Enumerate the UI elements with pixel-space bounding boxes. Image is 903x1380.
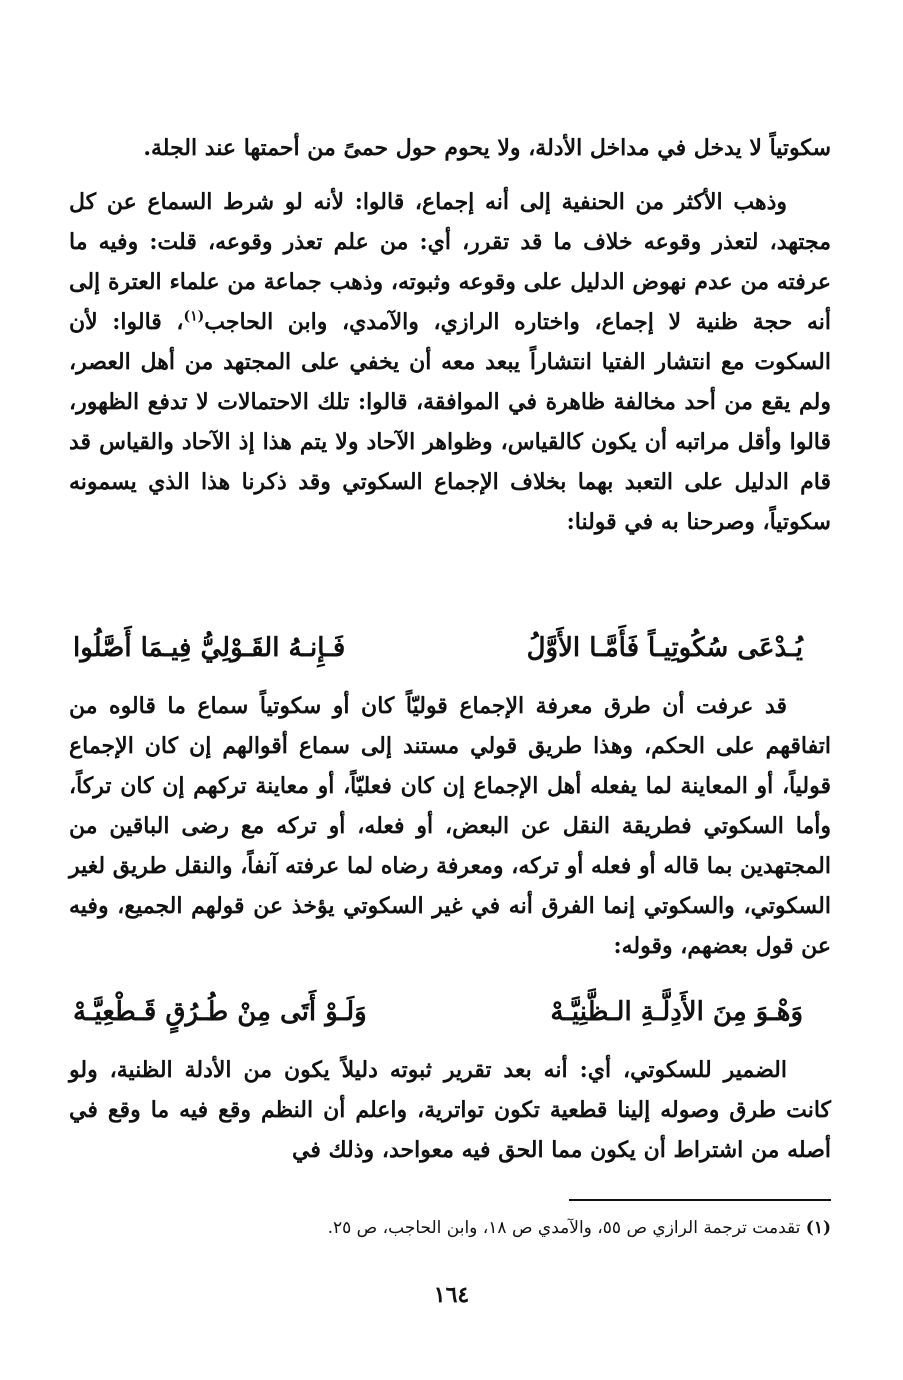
footnote (69, 1214, 831, 1242)
paragraph-1-continuation: ، قالوا: لأن السكوت مع انتشار الفتيا انتشاراً يبعد معه أن يخفي على المجتهد من أهل العصر، ولم يقع من أحد مخالفة ظاهرة في الموافقة، قالوا: تلك الاحتمالات لا تدفع الظهور، قالوا وأقل مراتبه أن يكون كالقياس، وظواهر الآحاد ولا يتم هذا إذ الآحاد والقياس قد قام الدليل على التعبد بهما بخلاف الإجماع السكوتي وقد ذكرنا هذا الذي يسمونه سكوتياً، وصرحنا به في قولنا: (69, 309, 831, 535)
footnote-marker: (١) (805, 1218, 831, 1238)
paragraph-1-text (69, 182, 831, 542)
verse-1 (73, 628, 803, 668)
paragraph-3-main: الضمير للسكوتي، أي: أنه بعد تقرير ثبوته دليلاً يكون من الأدلة الظنية، ولو كانت طرق وصوله إلينا قطعية تكون تواترية، واعلم أن النظم وقع فيه ما وقع في أصله من اشتراط أن يكون مما الحق فيه معواحد، وذلك في (69, 1057, 831, 1163)
footnote-text: تقدمت ترجمة الرازي ص ٥٥، والآمدي ص ١٨، وابن الحاجب، ص ٢٥. (327, 1218, 801, 1238)
footnote-reference: (١) (183, 308, 205, 325)
paragraph-2-text (69, 686, 831, 966)
verse-1-second-hemistich: فَـإِنـهُ القَـوْلِيُّ فِيـمَا أَصَّلُوا (73, 633, 346, 663)
paragraph-1 (69, 182, 831, 542)
footnote-divider (569, 1199, 831, 1201)
verse-1-first-hemistich: يُـدْعَى سُكُوتِيـاً فَأَمَّـا الأَوَّلُ (526, 633, 803, 663)
verse-2-first-hemistich: وَهْـوَ مِنَ الأَدِلَّـةِ الـظَّنِيَّـهْ (550, 997, 803, 1027)
paragraph-2-main: قد عرفت أن طرق معرفة الإجماع قوليّاً كان أو سكوتياً سماع ما قالوه من اتفاقهم على الحكم، وهذا طريق قولي مستند إلى سماع أقوالهم إن كان الإجماع قولياً، أو المعاينة لما يفعله أهل الإجماع إن كان فعليّاً، أو معاينة تركهم إن كان تركاً، وأما السكوتي فطريقة النقل عن البعض، أو فعله، أو تركه مع رضى الباقين من المجتهدين بما قاله أو فعله أو تركه، ومعرفة رضاه لما عرفته آنفاً، والنقل طريق لغير السكوتي، والسكوتي إنما الفرق أنه في غير السكوتي يؤخذ عن قولهم الجميع، وفيه عن قول بعضهم، وقوله: (69, 693, 831, 959)
paragraph-1-main: وذهب الأكثر من الحنفية إلى أنه إجماع، قالوا: لأنه لو شرط السماع عن كل مجتهد، لتعذر وقوعه خلاف ما قد تقرر، أي: من علم تعذر وقوعه، قلت: وفيه ما عرفته من عدم نهوض الدليل على وقوعه وثبوته، وذهب جماعة من علماء العترة إلى أنه حجة ظنية لا إجماع، واختاره الرازي، والآمدي، وابن الحاجب (69, 189, 831, 335)
page-number: ١٦٤ (433, 1282, 470, 1308)
opening-line (69, 128, 831, 168)
paragraph-3 (69, 1050, 831, 1170)
opening-line-text: سكوتياً لا يدخل في مداخل الأدلة، ولا يحوم حول حمىً من أحمتها عند الجلة. (143, 135, 831, 161)
paragraph-2 (69, 686, 831, 966)
verse-2 (73, 992, 803, 1032)
paragraph-3-text (69, 1050, 831, 1170)
verse-2-second-hemistich: وَلَـوْ أَتَى مِنْ طُـرُقٍ قَـطْعِيَّـهْ (73, 997, 367, 1027)
